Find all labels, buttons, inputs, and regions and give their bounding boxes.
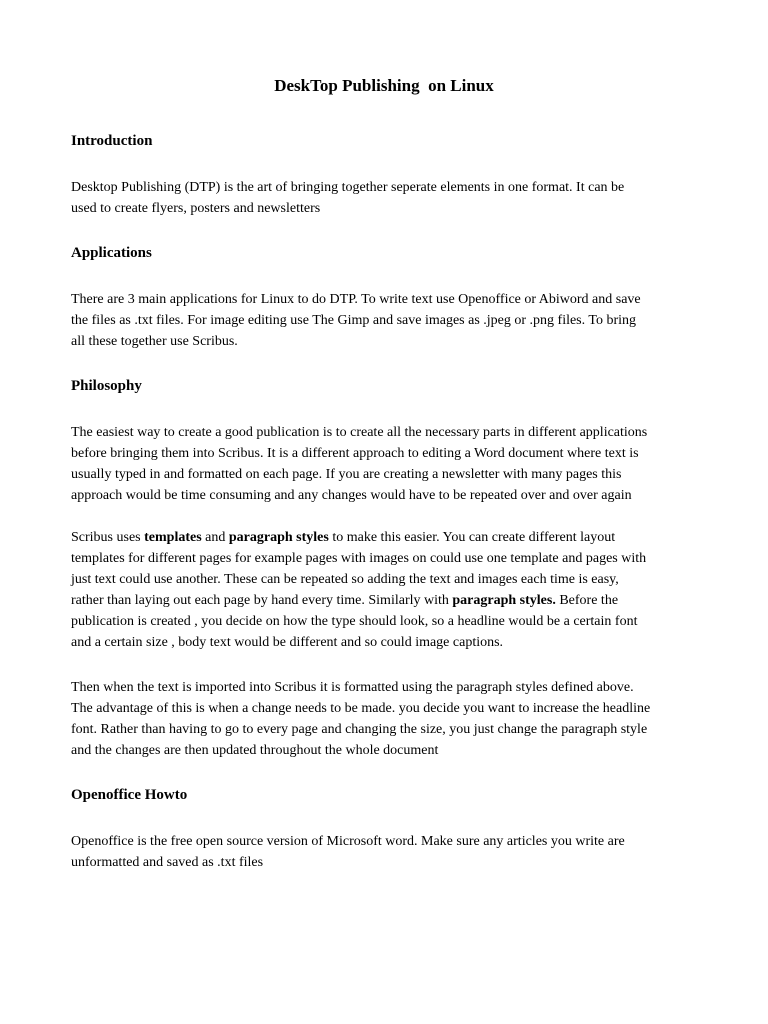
text-line: Openoffice is the free open source version of Microsoft word. Make sure any articles you write are — [71, 834, 625, 849]
paragraph-applications — [71, 289, 711, 352]
text-line: all these together use Scribus. — [71, 334, 238, 349]
text-line: and a certain size , body text would be different and so could image captions. — [71, 635, 504, 650]
text-line: just text could use another. These can be repeated so adding the text and images each time is easy, — [71, 572, 619, 587]
paragraph-philosophy-3 — [71, 677, 711, 761]
text-line: templates for different pages for example pages with images on could use one template and pages with — [71, 551, 647, 566]
paragraph-introduction — [71, 177, 711, 219]
text-line: font. Rather than having to go to every page and changing the size, you just change the paragraph style — [71, 722, 648, 737]
bold-term-templates: templates — [144, 530, 202, 545]
heading-philosophy: Philosophy — [71, 378, 142, 394]
text-line: usually typed in and formatted on each page. If you are creating a newsletter with many pages this — [71, 467, 622, 482]
paragraph-philosophy-2 — [71, 527, 711, 653]
text-line: and the changes are then updated throughout the whole document — [71, 743, 439, 758]
text-run: Scribus uses — [71, 530, 145, 545]
text-line: used to create flyers, posters and newsletters — [71, 201, 321, 216]
text-line — [71, 527, 711, 548]
text-line — [71, 590, 711, 611]
bold-term-paragraph-styles: paragraph styles. — [452, 593, 556, 608]
text-line: publication is created , you decide on how the type should look, so a headline would be a certain font — [71, 614, 638, 629]
heading-introduction: Introduction — [71, 133, 153, 149]
text-run: to make this easier. You can create different layout — [328, 530, 616, 545]
text-line: before bringing them into Scribus. It is a different approach to editing a Word document where text is — [71, 446, 639, 461]
bold-term-paragraph-styles: paragraph styles — [228, 530, 329, 545]
text-line: There are 3 main applications for Linux to do DTP. To write text use Openoffice or Abiword and save — [71, 292, 641, 307]
text-line: unformatted and saved as .txt files — [71, 855, 264, 870]
paragraph-openoffice — [71, 831, 711, 873]
text-line: The easiest way to create a good publication is to create all the necessary parts in different applications — [71, 425, 648, 440]
text-line: Then when the text is imported into Scribus it is formatted using the paragraph styles defined above. — [71, 680, 634, 695]
document-title: DeskTop Publishing on Linux — [274, 76, 494, 95]
heading-openoffice-howto: Openoffice Howto — [71, 787, 188, 803]
text-run: and — [201, 530, 229, 545]
paragraph-philosophy-1 — [71, 422, 711, 506]
text-run: rather than laying out each page by hand every time. Similarly with — [71, 593, 453, 608]
text-run: Before the — [555, 593, 619, 608]
text-line: The advantage of this is when a change needs to be made. you decide you want to increase the headline — [71, 701, 651, 716]
text-line: approach would be time consuming and any changes would have to be repeated over and over again — [71, 488, 632, 503]
text-line: Desktop Publishing (DTP) is the art of bringing together seperate elements in one format. It can be — [71, 180, 625, 195]
heading-applications: Applications — [71, 245, 152, 261]
text-line: the files as .txt files. For image editing use The Gimp and save images as .jpeg or .png files. To bring — [71, 313, 637, 328]
